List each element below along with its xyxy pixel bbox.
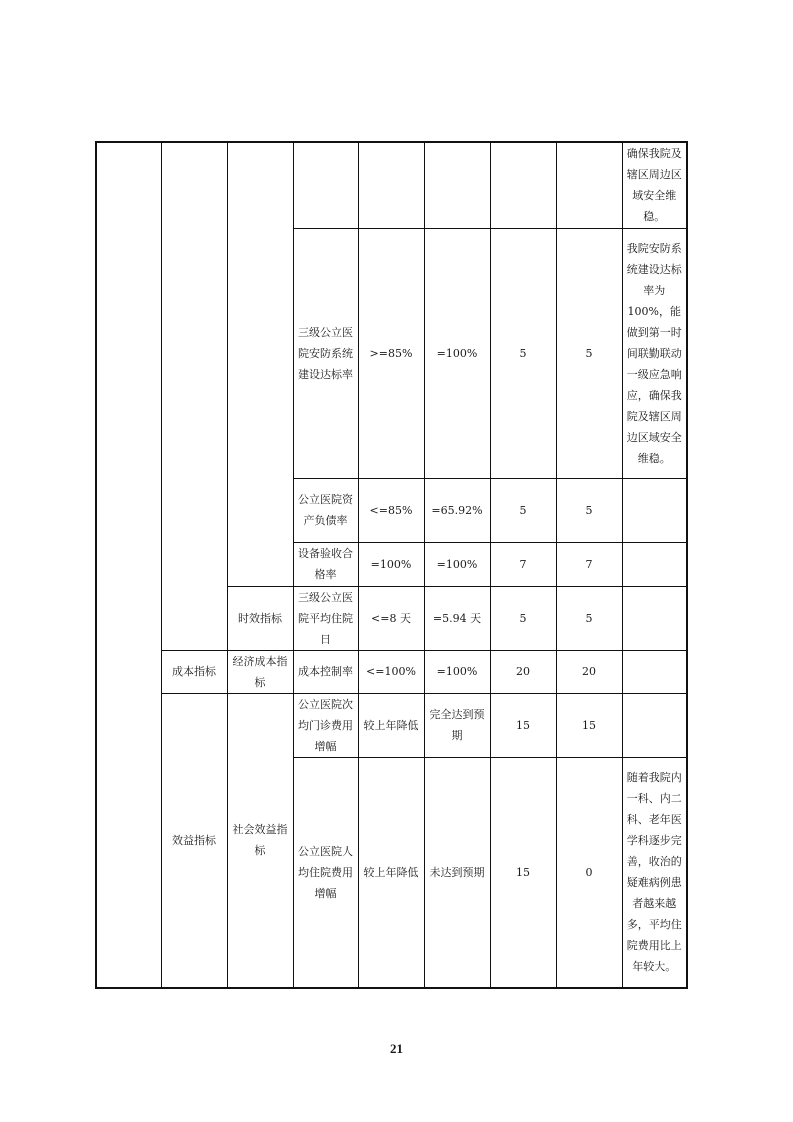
level1-cell xyxy=(96,142,161,988)
note-cell xyxy=(622,542,687,586)
level3-cell xyxy=(227,142,293,586)
indicator-cell: 三级公立医院安防系统建设达标率 xyxy=(293,228,358,478)
note-cell xyxy=(622,693,687,757)
page-number: 21 xyxy=(390,1041,403,1056)
score-cell: 0 xyxy=(556,757,622,988)
actual-cell: =5.94 天 xyxy=(424,586,490,650)
level2-label: 效益指标 xyxy=(161,693,227,988)
weight-cell: 5 xyxy=(490,228,556,478)
weight-cell xyxy=(490,142,556,228)
note-cell xyxy=(622,478,687,542)
note-cell xyxy=(622,586,687,650)
level3-label: 社会效益指标 xyxy=(227,693,293,988)
standard-cell: >=85% xyxy=(358,228,424,478)
score-cell: 5 xyxy=(556,478,622,542)
table-row xyxy=(96,142,687,228)
score-cell xyxy=(556,142,622,228)
standard-cell: <=85% xyxy=(358,478,424,542)
table-row xyxy=(96,693,687,757)
weight-cell: 20 xyxy=(490,650,556,693)
indicator-cell: 设备验收合格率 xyxy=(293,542,358,586)
standard-cell: <=100% xyxy=(358,650,424,693)
score-cell: 15 xyxy=(556,693,622,757)
performance-table xyxy=(95,141,688,989)
actual-cell: 完全达到预期 xyxy=(424,693,490,757)
weight-cell: 5 xyxy=(490,586,556,650)
score-cell: 7 xyxy=(556,542,622,586)
standard-cell xyxy=(358,142,424,228)
indicator-cell xyxy=(293,142,358,228)
score-cell: 5 xyxy=(556,228,622,478)
level2-label: 成本指标 xyxy=(161,650,227,693)
level3-label: 经济成本指标 xyxy=(227,650,293,693)
indicator-cell: 公立医院资产负债率 xyxy=(293,478,358,542)
score-cell: 5 xyxy=(556,586,622,650)
table-row xyxy=(96,650,687,693)
weight-cell: 5 xyxy=(490,478,556,542)
indicator-cell: 成本控制率 xyxy=(293,650,358,693)
weight-cell: 15 xyxy=(490,693,556,757)
indicator-cell: 三级公立医院平均住院日 xyxy=(293,586,358,650)
actual-cell: =100% xyxy=(424,228,490,478)
note-cell: 我院安防系统建设达标率为100%，能做到第一时间联勤联动一级应急响应，确保我院及辖区周边区域安全维稳。 xyxy=(622,228,687,478)
actual-cell: =100% xyxy=(424,650,490,693)
note-cell: 确保我院及辖区周边区域安全维稳。 xyxy=(622,142,687,228)
level2-cell xyxy=(161,142,227,650)
note-cell xyxy=(622,650,687,693)
standard-cell: 较上年降低 xyxy=(358,757,424,988)
score-cell: 20 xyxy=(556,650,622,693)
indicator-cell: 公立医院人均住院费用增幅 xyxy=(293,757,358,988)
standard-cell: =100% xyxy=(358,542,424,586)
weight-cell: 15 xyxy=(490,757,556,988)
weight-cell: 7 xyxy=(490,542,556,586)
indicator-cell: 公立医院次均门诊费用增幅 xyxy=(293,693,358,757)
standard-cell: <=8 天 xyxy=(358,586,424,650)
standard-cell: 较上年降低 xyxy=(358,693,424,757)
level3-label: 时效指标 xyxy=(227,586,293,650)
actual-cell: 未达到预期 xyxy=(424,757,490,988)
note-cell: 随着我院内一科、内二科、老年医学科逐步完善，收治的疑难病例患者越来越多，平均住院费用比上年较大。 xyxy=(622,757,687,988)
actual-cell: =100% xyxy=(424,542,490,586)
actual-cell: =65.92% xyxy=(424,478,490,542)
actual-cell xyxy=(424,142,490,228)
